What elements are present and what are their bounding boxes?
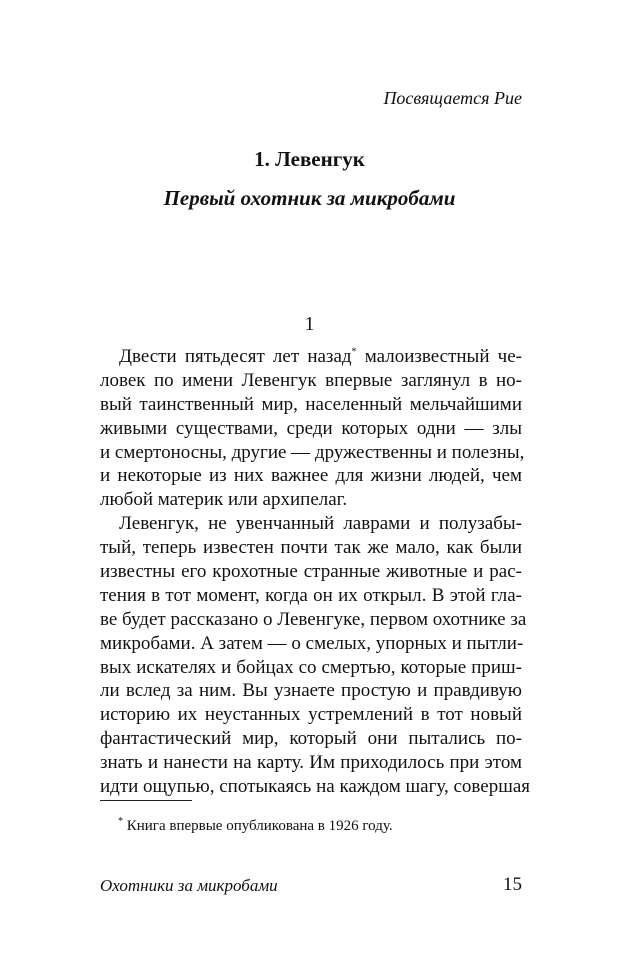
text-line: историю их неустанных устремлений в тот новый	[100, 704, 522, 726]
chapter-title: 1. Левенгук	[254, 147, 365, 171]
chapter-subtitle: Первый охотник за микробами	[163, 186, 456, 210]
text-line: живыми существами, среди которых одни — злы	[100, 417, 522, 439]
running-footer: Охотники за микробами	[100, 876, 278, 895]
text-line: известны его крохотные странные животные и рас-	[100, 561, 522, 583]
text-line: и некоторые из них важнее для жизни людей, чем	[100, 465, 522, 487]
text-line: тения в тот момент, когда он их открыл. В этой гла-	[100, 584, 522, 606]
text-line: Левенгук, не увенчанный лаврами и полузабы-	[119, 513, 522, 535]
text-line: фантастический мир, который они пытались по-	[100, 728, 522, 750]
text-line: Двести пятьдесят лет назад* малоизвестный че-	[119, 346, 522, 367]
footnote: * Книга впервые опубликована в 1926 году.	[118, 816, 393, 834]
text-line: вых искателях и бойцах со смертью, которые приш-	[100, 656, 522, 678]
dedication: Посвящается Рие	[383, 88, 522, 108]
body-text	[100, 345, 531, 799]
text-line: и смертоносны, другие — дружественны и полезны,	[100, 441, 525, 463]
text-line: ловек по имени Левенгук впервые заглянул в но-	[100, 369, 522, 391]
section-number: 1	[304, 313, 315, 335]
text-line: микробами. А затем — о смелых, упорных и пытли-	[100, 632, 524, 654]
text-line: ли вслед за ним. Вы узнаете простую и правдивую	[100, 680, 522, 702]
text-line: любой материк или архипелаг.	[100, 489, 348, 511]
footnote-divider	[100, 800, 192, 801]
footnote-ref: *	[351, 346, 357, 358]
text-line: ве будет рассказано о Левенгуке, первом охотнике за	[100, 608, 527, 630]
text-line: тый, теперь известен почти так же мало, как были	[100, 537, 522, 559]
text-line: идти ощупью, спотыкаясь на каждом шагу, совершая	[100, 776, 531, 798]
text-line: знать и нанести на карту. Им приходилось при этом	[100, 752, 522, 774]
text-line: вый таинственный мир, населенный мельчайшими	[100, 393, 522, 415]
page-number: 15	[503, 874, 522, 895]
